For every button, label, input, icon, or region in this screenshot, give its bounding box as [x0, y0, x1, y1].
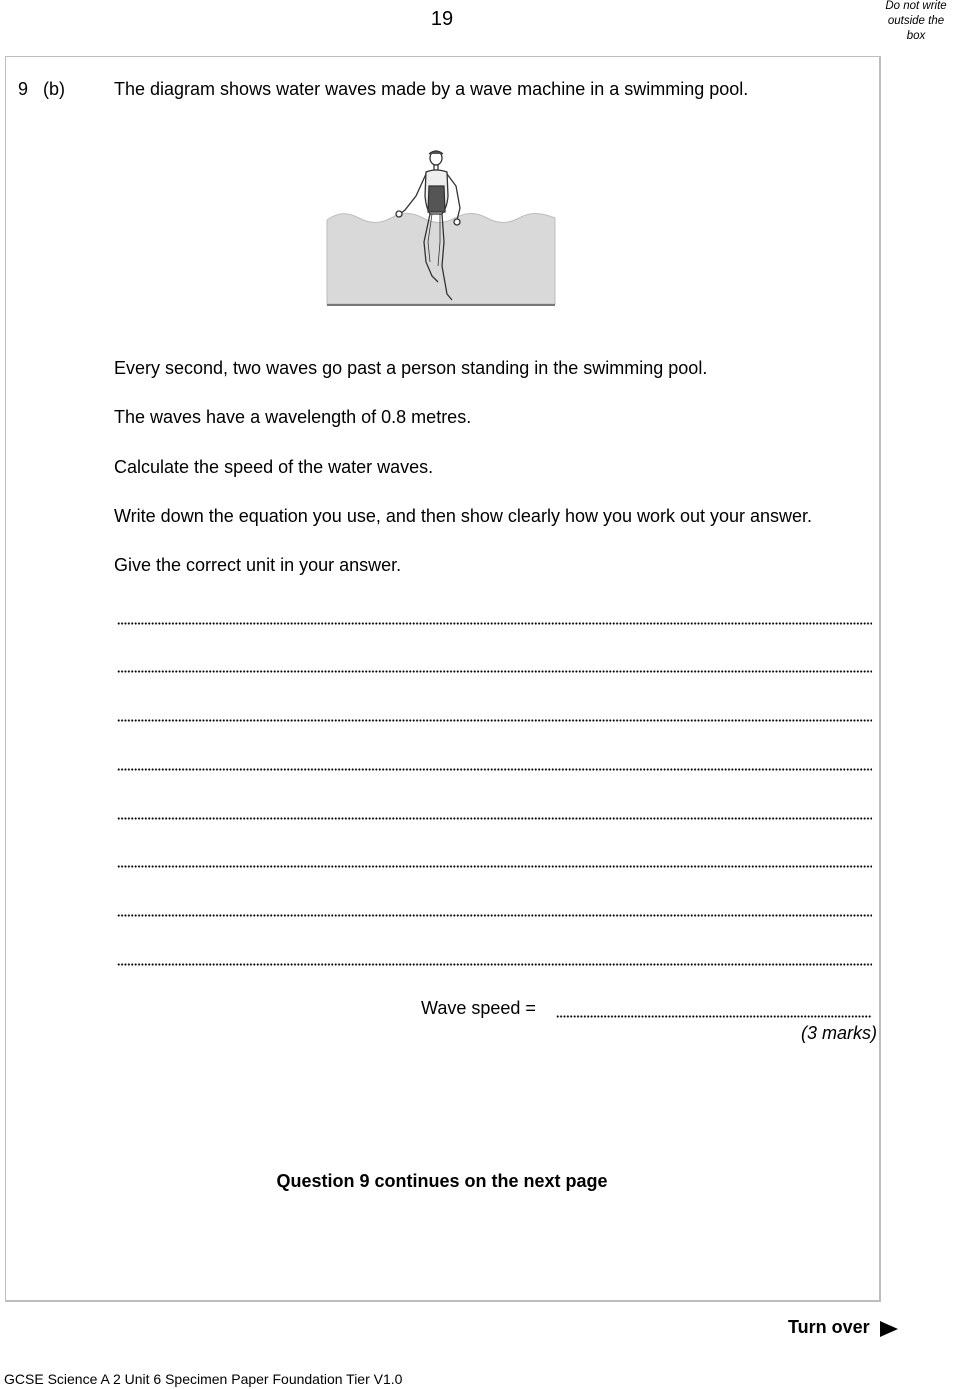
- arrow-right-icon: [878, 1320, 900, 1338]
- marks-label: (3 marks): [801, 1023, 877, 1043]
- answer-line-8[interactable]: [117, 946, 872, 966]
- water-wave-icon: [327, 214, 555, 306]
- question-number: 9: [18, 79, 29, 99]
- continues-note: Question 9 continues on the next page: [276, 1171, 608, 1191]
- answer-line-7[interactable]: [117, 897, 872, 917]
- answer-line-6[interactable]: [117, 848, 872, 868]
- wave-speed-answer-line[interactable]: [556, 998, 872, 1018]
- margin-note-line-2: outside the: [887, 15, 945, 27]
- question-line-1: Every second, two waves go past a person standing in the swimming pool.: [114, 358, 708, 378]
- question-line-4: Write down the equation you use, and then show clearly how you work out your answer.: [114, 506, 813, 526]
- wave-speed-label: Wave speed =: [421, 998, 536, 1018]
- answer-line-5[interactable]: [117, 800, 872, 820]
- answer-line-1[interactable]: [117, 605, 872, 625]
- answer-line-2[interactable]: [117, 653, 872, 673]
- answer-line-4[interactable]: [117, 751, 872, 771]
- margin-note: [876, 0, 956, 44]
- turn-over-label: Turn over: [788, 1317, 870, 1337]
- wave-pool-diagram: [326, 148, 556, 308]
- question-intro: The diagram shows water waves made by a wave machine in a swimming pool.: [114, 79, 749, 99]
- margin-note-line-1: Do not write: [885, 0, 947, 12]
- question-part: (b): [43, 79, 65, 99]
- footer-text: GCSE Science A 2 Unit 6 Specimen Paper Foundation Tier V1.0: [4, 1371, 403, 1387]
- question-line-3: Calculate the speed of the water waves.: [114, 457, 434, 477]
- margin-note-line-3: box: [906, 30, 926, 42]
- question-line-2: The waves have a wavelength of 0.8 metres.: [114, 407, 472, 427]
- question-line-5: Give the correct unit in your answer.: [114, 555, 402, 575]
- page-number: 19: [430, 8, 454, 30]
- answer-line-3[interactable]: [117, 702, 872, 722]
